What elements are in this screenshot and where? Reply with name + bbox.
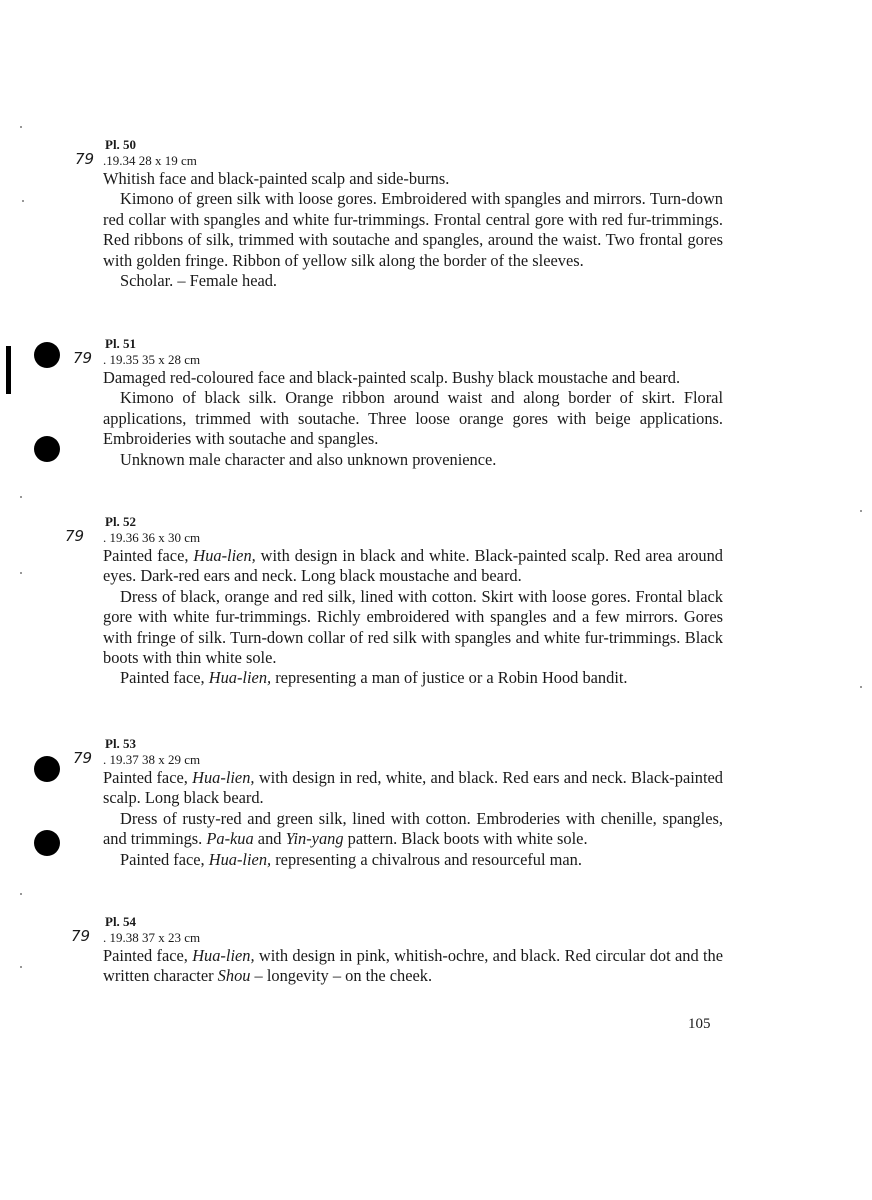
text-run: – longevity – on the cheek. bbox=[250, 966, 433, 986]
italic-term: Yin-yang bbox=[285, 829, 344, 849]
text-run: Painted face, bbox=[103, 546, 194, 565]
plate-entry bbox=[73, 736, 723, 870]
punch-hole bbox=[34, 830, 60, 856]
text-run: Painted face, bbox=[120, 849, 209, 869]
character-note bbox=[103, 850, 723, 870]
text-run: representing a man of justice or a Robin Hood bandit. bbox=[271, 668, 628, 688]
catalog-number: . 19.35 35 x 28 cm bbox=[103, 352, 201, 367]
plate-number: Pl. 52 bbox=[105, 514, 137, 529]
description-paragraph bbox=[103, 546, 723, 587]
catalog-number: . 19.37 38 x 29 cm bbox=[103, 752, 201, 767]
text-run: with design in pink, whitish-ochre, and black. Red circular dot and the written character bbox=[103, 946, 723, 986]
plate-number: Pl. 54 bbox=[105, 914, 137, 929]
italic-term: Hua-lien, bbox=[193, 546, 256, 565]
scan-speck bbox=[20, 966, 22, 968]
text-run: Painted face, bbox=[103, 768, 193, 787]
italic-term: Hua-lien, bbox=[208, 668, 272, 688]
catalog-line bbox=[73, 749, 723, 768]
character-note: Unknown male character and also unknown provenience. bbox=[120, 449, 497, 469]
plate-entry bbox=[65, 514, 723, 689]
text-run: and bbox=[253, 829, 286, 849]
plate-number: Pl. 53 bbox=[105, 736, 137, 751]
scan-edge-bar bbox=[6, 346, 11, 394]
description-paragraph: Kimono of black silk. Orange ribbon around waist and along border of skirt. Floral applications, trimmed with soutache. Three loose orange gores with beige applications. Embroideries with soutache and spangles. bbox=[103, 388, 723, 449]
description-paragraph: Kimono of green silk with loose gores. Embroidered with spangles and mirrors. Turn-down red collar with spangles and white fur-trimmings. Frontal central gore with red fur-trimmings. Red ribbons of silk, trimmed with soutache and spangles, around the waist. Two frontal gores with golden fringe. Ribbon of yellow silk along the border of the sleeves. bbox=[103, 189, 723, 270]
scan-speck bbox=[860, 686, 862, 688]
description-paragraph bbox=[103, 946, 723, 987]
plate-number: Pl. 50 bbox=[105, 137, 137, 152]
text-run: representing a chivalrous and resourceful man. bbox=[271, 849, 582, 869]
plate-entry bbox=[73, 336, 723, 470]
description-paragraph bbox=[103, 809, 723, 850]
scan-speck bbox=[860, 510, 862, 512]
catalog-number: .19.34 28 x 19 cm bbox=[103, 153, 197, 168]
text-run: Dress of rusty-red and green silk, lined with cotton. Embroderies with chenille, spangles, and trimmings. bbox=[103, 808, 723, 849]
handwritten-mark: 79 bbox=[75, 150, 95, 168]
punch-hole bbox=[34, 342, 60, 368]
catalog-number: . 19.38 37 x 23 cm bbox=[103, 930, 201, 945]
character-note bbox=[103, 668, 723, 688]
handwritten-mark: 79 bbox=[73, 749, 93, 767]
text-run: pattern. Black boots with white sole. bbox=[343, 829, 588, 849]
handwritten-mark: 79 bbox=[65, 527, 85, 545]
scan-speck bbox=[22, 200, 24, 202]
scan-speck bbox=[20, 572, 22, 574]
description-paragraph bbox=[103, 768, 723, 809]
italic-term: Pa-kua bbox=[206, 829, 254, 849]
handwritten-mark: 79 bbox=[73, 349, 93, 367]
scan-speck bbox=[20, 126, 22, 128]
punch-hole bbox=[34, 756, 60, 782]
handwritten-mark: 79 bbox=[71, 927, 91, 945]
plate-entry bbox=[75, 137, 723, 291]
catalog-line bbox=[71, 927, 723, 946]
description-paragraph: Damaged red-coloured face and black-painted scalp. Bushy black moustache and beard. bbox=[103, 368, 681, 387]
catalog-line bbox=[65, 527, 723, 546]
scan-speck bbox=[20, 893, 22, 895]
text-run: Painted face, bbox=[103, 946, 193, 965]
italic-term: Shou bbox=[217, 966, 251, 986]
plate-entry bbox=[71, 914, 723, 987]
character-note: Scholar. – Female head. bbox=[120, 271, 278, 291]
italic-term: Hua-lien, bbox=[192, 768, 255, 787]
italic-term: Hua-lien, bbox=[208, 849, 272, 869]
description-paragraph: Dress of black, orange and red silk, lined with cotton. Skirt with loose gores. Frontal black gore with white fur-trimmings. Richly embroidered with spangles and a few mirrors. Gores with fringe of silk. Turn-down collar of red silk with spangles and white fur-trimmings. Black boots with thin white sole. bbox=[103, 586, 723, 668]
punch-hole bbox=[34, 436, 60, 462]
catalog-line bbox=[73, 349, 723, 368]
italic-term: Hua-lien, bbox=[192, 946, 255, 965]
plate-number: Pl. 51 bbox=[105, 336, 137, 351]
catalog-line bbox=[75, 150, 723, 169]
scan-speck bbox=[20, 496, 22, 498]
description-paragraph: Whitish face and black-painted scalp and side-burns. bbox=[103, 169, 450, 188]
page-number: 105 bbox=[688, 1016, 711, 1032]
text-run: Painted face, bbox=[120, 668, 209, 688]
text-run: with design in black and white. Black-painted scalp. Red area around eyes. Dark-red ears and neck. Long black moustache and beard. bbox=[103, 546, 723, 586]
catalog-number: . 19.36 36 x 30 cm bbox=[103, 530, 201, 545]
text-run: with design in red, white, and black. Red ears and neck. Black-painted scalp. Long black beard. bbox=[103, 768, 723, 808]
